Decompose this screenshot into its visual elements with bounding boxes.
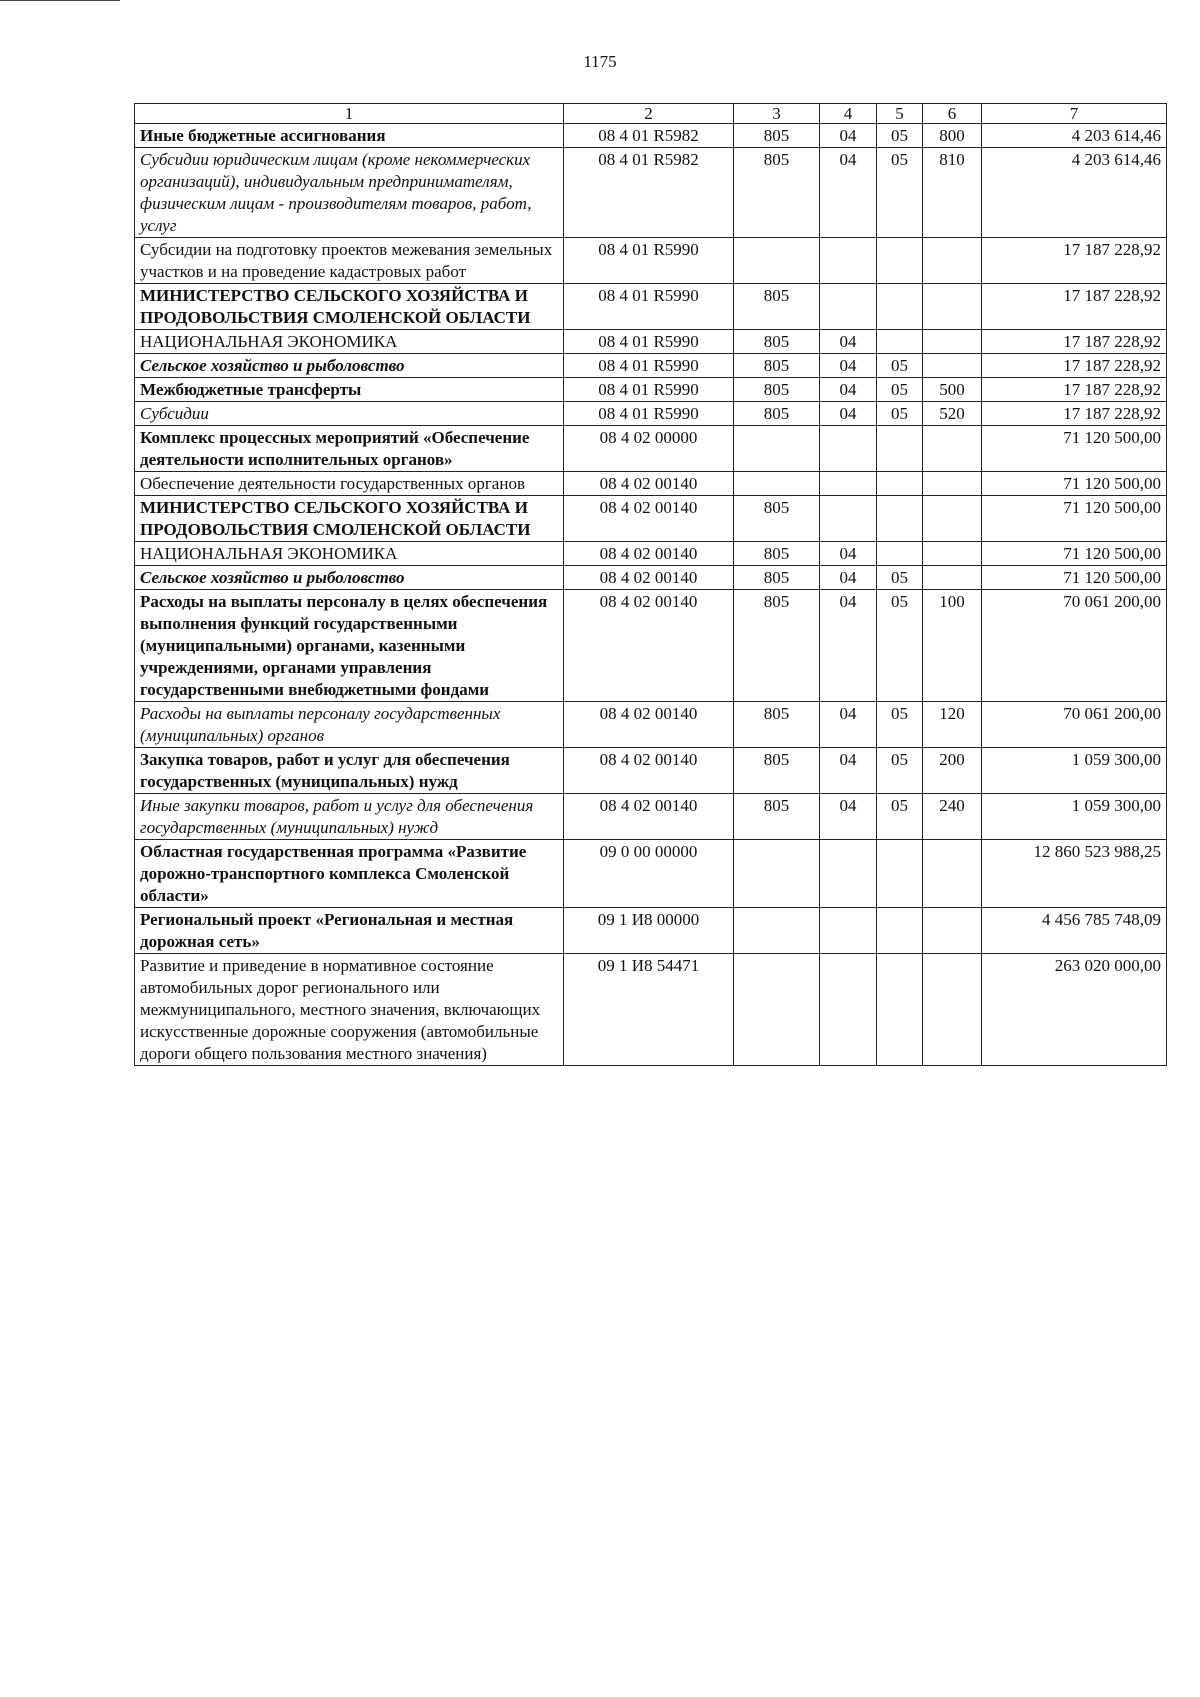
- section-code-cell: 04: [820, 124, 877, 148]
- subsection-code-cell: [877, 330, 923, 354]
- header-cell: 5: [877, 104, 923, 124]
- expense-type-code-cell: 100: [923, 590, 982, 702]
- ministry-code-cell: [734, 472, 820, 496]
- item-name-cell: Областная государственная программа «Развитие дорожно-транспортного комплекса Смоленской области»: [135, 840, 564, 908]
- header-cell: 1: [135, 104, 564, 124]
- ministry-code-cell: 805: [734, 354, 820, 378]
- ministry-code-cell: 805: [734, 702, 820, 748]
- table-row: [135, 794, 1167, 840]
- target-article-code-cell: 08 4 02 00000: [564, 426, 734, 472]
- ministry-code-cell: 805: [734, 496, 820, 542]
- table-row: [135, 496, 1167, 542]
- ministry-code-cell: [734, 238, 820, 284]
- section-code-cell: 04: [820, 794, 877, 840]
- section-code-cell: 04: [820, 566, 877, 590]
- amount-cell: 17 187 228,92: [982, 378, 1167, 402]
- target-article-code-cell: 08 4 02 00140: [564, 496, 734, 542]
- header-cell: 2: [564, 104, 734, 124]
- subsection-code-cell: 05: [877, 794, 923, 840]
- expense-type-code-cell: [923, 908, 982, 954]
- table-row: [135, 590, 1167, 702]
- item-name-cell: МИНИСТЕРСТВО СЕЛЬСКОГО ХОЗЯЙСТВА И ПРОДОВОЛЬСТВИЯ СМОЛЕНСКОЙ ОБЛАСТИ: [135, 284, 564, 330]
- section-code-cell: 04: [820, 354, 877, 378]
- section-code-cell: [820, 908, 877, 954]
- ministry-code-cell: 805: [734, 330, 820, 354]
- expense-type-code-cell: 200: [923, 748, 982, 794]
- expense-type-code-cell: [923, 840, 982, 908]
- table-row: [135, 566, 1167, 590]
- table-row: [135, 238, 1167, 284]
- item-name-cell: НАЦИОНАЛЬНАЯ ЭКОНОМИКА: [135, 542, 564, 566]
- expense-type-code-cell: [923, 542, 982, 566]
- ministry-code-cell: 805: [734, 284, 820, 330]
- target-article-code-cell: 09 1 И8 00000: [564, 908, 734, 954]
- table-row: [135, 908, 1167, 954]
- item-name-cell: НАЦИОНАЛЬНАЯ ЭКОНОМИКА: [135, 330, 564, 354]
- header-cell: 7: [982, 104, 1167, 124]
- target-article-code-cell: 08 4 02 00140: [564, 794, 734, 840]
- expense-type-code-cell: [923, 426, 982, 472]
- ministry-code-cell: 805: [734, 402, 820, 426]
- table-row: [135, 840, 1167, 908]
- target-article-code-cell: 08 4 02 00140: [564, 472, 734, 496]
- expense-type-code-cell: 520: [923, 402, 982, 426]
- ministry-code-cell: 805: [734, 148, 820, 238]
- target-article-code-cell: 08 4 02 00140: [564, 702, 734, 748]
- ministry-code-cell: 805: [734, 748, 820, 794]
- item-name-cell: Сельское хозяйство и рыболовство: [135, 566, 564, 590]
- expense-type-code-cell: 810: [923, 148, 982, 238]
- amount-cell: 17 187 228,92: [982, 238, 1167, 284]
- expense-type-code-cell: [923, 496, 982, 542]
- subsection-code-cell: 05: [877, 566, 923, 590]
- target-article-code-cell: 09 1 И8 54471: [564, 954, 734, 1066]
- section-code-cell: 04: [820, 748, 877, 794]
- table-row: [135, 472, 1167, 496]
- target-article-code-cell: 08 4 01 R5990: [564, 238, 734, 284]
- amount-cell: 263 020 000,00: [982, 954, 1167, 1066]
- table-row: [135, 954, 1167, 1066]
- section-code-cell: [820, 284, 877, 330]
- target-article-code-cell: 08 4 01 R5982: [564, 148, 734, 238]
- section-code-cell: [820, 496, 877, 542]
- target-article-code-cell: 08 4 02 00140: [564, 566, 734, 590]
- header-cell: 6: [923, 104, 982, 124]
- section-code-cell: [820, 426, 877, 472]
- subsection-code-cell: 05: [877, 402, 923, 426]
- target-article-code-cell: 08 4 01 R5982: [564, 124, 734, 148]
- expense-type-code-cell: 500: [923, 378, 982, 402]
- item-name-cell: Субсидии: [135, 402, 564, 426]
- amount-cell: 17 187 228,92: [982, 284, 1167, 330]
- table-row: [135, 402, 1167, 426]
- item-name-cell: Субсидии на подготовку проектов межевания земельных участков и на проведение кадастровых работ: [135, 238, 564, 284]
- expense-type-code-cell: 120: [923, 702, 982, 748]
- target-article-code-cell: 08 4 01 R5990: [564, 354, 734, 378]
- amount-cell: 17 187 228,92: [982, 354, 1167, 378]
- amount-cell: 4 203 614,46: [982, 124, 1167, 148]
- section-code-cell: [820, 472, 877, 496]
- table-row: [135, 378, 1167, 402]
- section-code-cell: 04: [820, 148, 877, 238]
- item-name-cell: Сельское хозяйство и рыболовство: [135, 354, 564, 378]
- item-name-cell: Субсидии юридическим лицам (кроме некоммерческих организаций), индивидуальным предпринимателям, физическим лицам - производителям товаров, работ, услуг: [135, 148, 564, 238]
- ministry-code-cell: [734, 954, 820, 1066]
- expense-type-code-cell: [923, 472, 982, 496]
- subsection-code-cell: [877, 908, 923, 954]
- ministry-code-cell: [734, 840, 820, 908]
- ministry-code-cell: 805: [734, 542, 820, 566]
- table-row: [135, 354, 1167, 378]
- ministry-code-cell: [734, 908, 820, 954]
- expense-type-code-cell: [923, 330, 982, 354]
- expense-type-code-cell: [923, 354, 982, 378]
- item-name-cell: Региональный проект «Региональная и местная дорожная сеть»: [135, 908, 564, 954]
- ministry-code-cell: 805: [734, 124, 820, 148]
- target-article-code-cell: 08 4 01 R5990: [564, 402, 734, 426]
- target-article-code-cell: 08 4 02 00140: [564, 542, 734, 566]
- subsection-code-cell: [877, 472, 923, 496]
- section-code-cell: [820, 238, 877, 284]
- header-cell: 4: [820, 104, 877, 124]
- target-article-code-cell: 09 0 00 00000: [564, 840, 734, 908]
- section-code-cell: 04: [820, 330, 877, 354]
- table-row: [135, 748, 1167, 794]
- amount-cell: 4 456 785 748,09: [982, 908, 1167, 954]
- amount-cell: 71 120 500,00: [982, 496, 1167, 542]
- subsection-code-cell: 05: [877, 124, 923, 148]
- amount-cell: 70 061 200,00: [982, 590, 1167, 702]
- amount-cell: 17 187 228,92: [982, 402, 1167, 426]
- expense-type-code-cell: [923, 284, 982, 330]
- subsection-code-cell: 05: [877, 354, 923, 378]
- section-code-cell: [820, 954, 877, 1066]
- ministry-code-cell: 805: [734, 794, 820, 840]
- target-article-code-cell: 08 4 01 R5990: [564, 330, 734, 354]
- item-name-cell: Расходы на выплаты персоналу государственных (муниципальных) органов: [135, 702, 564, 748]
- target-article-code-cell: 08 4 02 00140: [564, 590, 734, 702]
- item-name-cell: Иные закупки товаров, работ и услуг для обеспечения государственных (муниципальных) нужд: [135, 794, 564, 840]
- expense-type-code-cell: [923, 238, 982, 284]
- subsection-code-cell: [877, 496, 923, 542]
- amount-cell: 71 120 500,00: [982, 426, 1167, 472]
- subsection-code-cell: 05: [877, 590, 923, 702]
- amount-cell: 12 860 523 988,25: [982, 840, 1167, 908]
- amount-cell: 71 120 500,00: [982, 566, 1167, 590]
- table-row: [135, 284, 1167, 330]
- table-row: [135, 702, 1167, 748]
- table-row: [135, 542, 1167, 566]
- header-row: [135, 104, 1167, 124]
- amount-cell: 1 059 300,00: [982, 748, 1167, 794]
- table-row: [135, 330, 1167, 354]
- subsection-code-cell: [877, 284, 923, 330]
- expense-type-code-cell: [923, 566, 982, 590]
- header-cell: 3: [734, 104, 820, 124]
- subsection-code-cell: [877, 840, 923, 908]
- page-number: 1175: [583, 52, 617, 71]
- item-name-cell: Комплекс процессных мероприятий «Обеспечение деятельности исполнительных органов»: [135, 426, 564, 472]
- amount-cell: 17 187 228,92: [982, 330, 1167, 354]
- amount-cell: 4 203 614,46: [982, 148, 1167, 238]
- target-article-code-cell: 08 4 01 R5990: [564, 378, 734, 402]
- table-row: [135, 124, 1167, 148]
- ministry-code-cell: [734, 426, 820, 472]
- section-code-cell: 04: [820, 378, 877, 402]
- amount-cell: 71 120 500,00: [982, 542, 1167, 566]
- item-name-cell: Развитие и приведение в нормативное состояние автомобильных дорог регионального или межмуниципального, местного значения, включающих искусственные дорожные сооружения (автомобильные дороги общего пользования местного значения): [135, 954, 564, 1066]
- expense-type-code-cell: 800: [923, 124, 982, 148]
- subsection-code-cell: 05: [877, 748, 923, 794]
- section-code-cell: 04: [820, 590, 877, 702]
- subsection-code-cell: [877, 238, 923, 284]
- item-name-cell: МИНИСТЕРСТВО СЕЛЬСКОГО ХОЗЯЙСТВА И ПРОДОВОЛЬСТВИЯ СМОЛЕНСКОЙ ОБЛАСТИ: [135, 496, 564, 542]
- section-code-cell: 04: [820, 402, 877, 426]
- expense-type-code-cell: 240: [923, 794, 982, 840]
- ministry-code-cell: 805: [734, 566, 820, 590]
- subsection-code-cell: [877, 542, 923, 566]
- amount-cell: 71 120 500,00: [982, 472, 1167, 496]
- expense-type-code-cell: [923, 954, 982, 1066]
- ministry-code-cell: 805: [734, 378, 820, 402]
- item-name-cell: Расходы на выплаты персоналу в целях обеспечения выполнения функций государственными (муниципальными) органами, казенными учреждениями, органами управления государственными внебюджетными фондами: [135, 590, 564, 702]
- table-row: [135, 148, 1167, 238]
- amount-cell: 1 059 300,00: [982, 794, 1167, 840]
- subsection-code-cell: 05: [877, 702, 923, 748]
- item-name-cell: Иные бюджетные ассигнования: [135, 124, 564, 148]
- subsection-code-cell: 05: [877, 148, 923, 238]
- item-name-cell: Межбюджетные трансферты: [135, 378, 564, 402]
- scan-edge-line: [0, 0, 120, 1]
- subsection-code-cell: [877, 954, 923, 1066]
- target-article-code-cell: 08 4 02 00140: [564, 748, 734, 794]
- subsection-code-cell: [877, 426, 923, 472]
- ministry-code-cell: 805: [734, 590, 820, 702]
- section-code-cell: [820, 840, 877, 908]
- target-article-code-cell: 08 4 01 R5990: [564, 284, 734, 330]
- table-row: [135, 426, 1167, 472]
- budget-table: [134, 103, 1167, 1066]
- section-code-cell: 04: [820, 702, 877, 748]
- item-name-cell: Закупка товаров, работ и услуг для обеспечения государственных (муниципальных) нужд: [135, 748, 564, 794]
- amount-cell: 70 061 200,00: [982, 702, 1167, 748]
- section-code-cell: 04: [820, 542, 877, 566]
- subsection-code-cell: 05: [877, 378, 923, 402]
- item-name-cell: Обеспечение деятельности государственных органов: [135, 472, 564, 496]
